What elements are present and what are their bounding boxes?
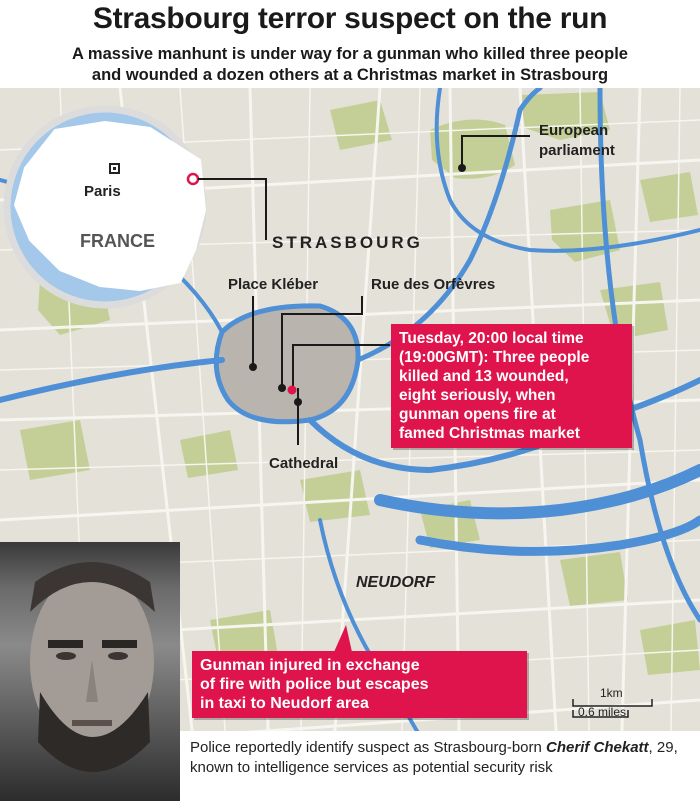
place-kleber-label: Place Kléber [228,276,319,293]
strasbourg-marker [188,174,198,184]
parliament-point [458,164,466,172]
subtitle-line-1: A massive manhunt is under way for a gunman who killed three people [72,45,628,63]
scale-km-label: 1km [600,686,623,700]
european-parliament-label: European parliament [539,122,615,159]
rue-des-orfevres-point [278,384,286,392]
caption: Police reportedly identify suspect as Strasbourg-born Cherif Chekatt, 29, known to intelligence services as potential security risk [180,731,700,801]
suspect-name: Cherif Chekatt [546,739,649,756]
header [0,0,700,88]
attack-site-point [288,386,297,395]
rue-des-orfevres-label: Rue des Orfèvres [371,276,496,293]
suspect-photo-graphic [0,542,180,801]
page-title: Strasbourg terror suspect on the run [92,2,608,35]
cathedral-label: Cathedral [269,455,339,472]
strasbourg-label: STRASBOURG [272,233,423,252]
france-label: FRANCE [80,231,155,251]
suspect-photo [0,542,180,801]
place-kleber-point [249,363,257,371]
cathedral-point [294,398,302,406]
subtitle-line-2: and wounded a dozen others at a Christmas market in Strasbourg [91,66,609,84]
old-town-island [216,306,358,422]
escape-callout: Gunman injured in exchange of fire with police but escapes in taxi to Neudorf area [192,651,527,718]
paris-label: Paris [84,183,121,200]
france-inset [7,109,205,305]
scale-miles-label: 0.6 miles [578,705,627,719]
neudorf-label: NEUDORF [356,574,436,591]
attack-callout: Tuesday, 20:00 local time (19:00GMT): Three people killed and 13 wounded, eight seriously, when gunman opens fire at famed Christmas market [391,324,632,448]
